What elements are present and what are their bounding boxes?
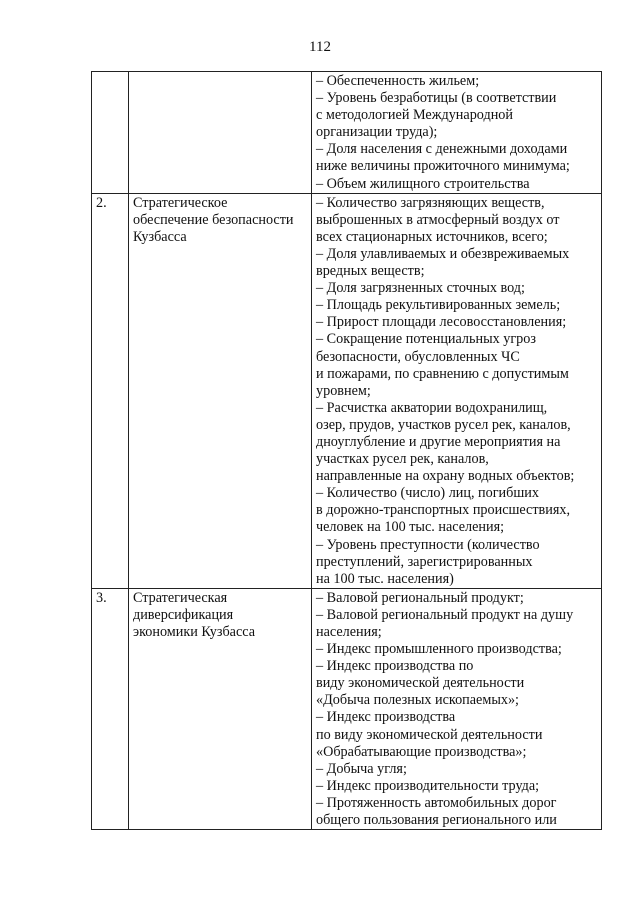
table-body <box>92 72 602 830</box>
indicator-line: – Количество (число) лиц, погибших <box>316 485 539 502</box>
indicator-line: всех стационарных источников, всего; <box>316 228 548 245</box>
indicator-line: выброшенных в атмосферный воздух от <box>316 211 560 228</box>
indicator-line: дноуглубление и другие мероприятия на <box>316 433 561 450</box>
indicator-line: ниже величины прожиточного минимума; <box>316 158 570 175</box>
indicator-line: по виду экономической деятельности <box>316 726 543 743</box>
indicator-line: вредных веществ; <box>316 263 425 280</box>
indicator-line: человек на 100 тыс. населения; <box>316 519 505 536</box>
indicator-line: – Индекс производства по <box>316 658 474 675</box>
indicator-line: – Валовой региональный продукт; <box>316 589 524 606</box>
indicator-line: – Уровень безработицы (в соответствии <box>316 90 557 107</box>
row-number-cell <box>92 193 129 588</box>
indicator-line: – Добыча угля; <box>316 760 407 777</box>
indicator-line: направленные на охрану водных объектов; <box>316 468 575 485</box>
indicator-line: с методологией Международной <box>316 107 513 124</box>
indicator-line: на 100 тыс. населения) <box>316 570 454 587</box>
indicators-table <box>91 71 602 830</box>
indicator-line: в дорожно-транспортных происшествиях, <box>316 502 571 519</box>
direction-name-line: диверсификация <box>133 606 234 623</box>
page-number: 112 <box>309 39 331 55</box>
indicator-line: «Обрабатывающие производства»; <box>316 743 527 760</box>
indicator-line: – Площадь рекультивированных земель; <box>316 297 561 314</box>
indicator-line: – Количество загрязняющих веществ, <box>316 194 545 211</box>
indicator-line: – Валовой региональный продукт на душу <box>316 606 574 623</box>
direction-name-cell <box>129 588 312 829</box>
indicator-line: уровнем; <box>316 382 371 399</box>
indicators-cell <box>312 72 602 194</box>
indicator-line: виду экономической деятельности <box>316 675 525 692</box>
row-number-cell <box>92 588 129 829</box>
indicator-line: – Доля улавливаемых и обезвреживаемых <box>316 245 570 262</box>
direction-name-cell <box>129 193 312 588</box>
direction-name-cell <box>129 72 312 194</box>
indicator-line: общего пользования регионального или <box>316 812 557 829</box>
indicator-line: и пожарами, по сравнению с допустимым <box>316 365 569 382</box>
indicator-line: – Объем жилищного строительства <box>316 175 530 192</box>
direction-name-line: обеспечение безопасности <box>133 211 294 228</box>
indicator-line: «Добыча полезных ископаемых»; <box>316 692 519 709</box>
direction-name-line: Стратегическое <box>133 194 228 211</box>
indicator-line: – Сокращение потенциальных угроз <box>316 331 536 348</box>
indicator-line: организации труда); <box>316 124 438 141</box>
table-row <box>92 588 602 829</box>
indicator-line: – Протяженность автомобильных дорог <box>316 794 557 811</box>
table-row <box>92 72 602 194</box>
direction-name-line: экономики Кузбасса <box>133 624 256 640</box>
indicator-line: преступлений, зарегистрированных <box>316 553 533 570</box>
indicator-line: – Обеспеченность жильем; <box>316 73 480 89</box>
indicators-cell <box>312 588 602 829</box>
indicator-line: участках русел рек, каналов, <box>316 451 489 468</box>
indicator-line: – Прирост площади лесовосстановления; <box>316 314 567 331</box>
indicator-line: – Доля загрязненных сточных вод; <box>316 280 525 297</box>
row-number: 2. <box>96 194 107 211</box>
indicator-line: – Уровень преступности (количество <box>316 536 540 553</box>
indicator-line: – Индекс производства <box>316 709 456 726</box>
indicator-line: безопасности, обусловленных ЧС <box>316 348 520 365</box>
indicators-cell <box>312 193 602 588</box>
indicator-line: населения; <box>316 624 382 640</box>
direction-name-line: Стратегическая <box>133 589 228 606</box>
row-number: 3. <box>96 589 107 606</box>
indicator-line: – Расчистка акватории водохранилищ, <box>316 399 548 416</box>
indicator-line: озер, прудов, участков русел рек, каналов, <box>316 416 571 433</box>
indicator-line: – Индекс производительности труда; <box>316 777 540 794</box>
table-row <box>92 193 602 588</box>
indicator-line: – Индекс промышленного производства; <box>316 641 562 658</box>
indicator-line: – Доля населения с денежными доходами <box>316 141 568 158</box>
direction-name-line: Кузбасса <box>133 228 187 245</box>
row-number-cell <box>92 72 129 194</box>
